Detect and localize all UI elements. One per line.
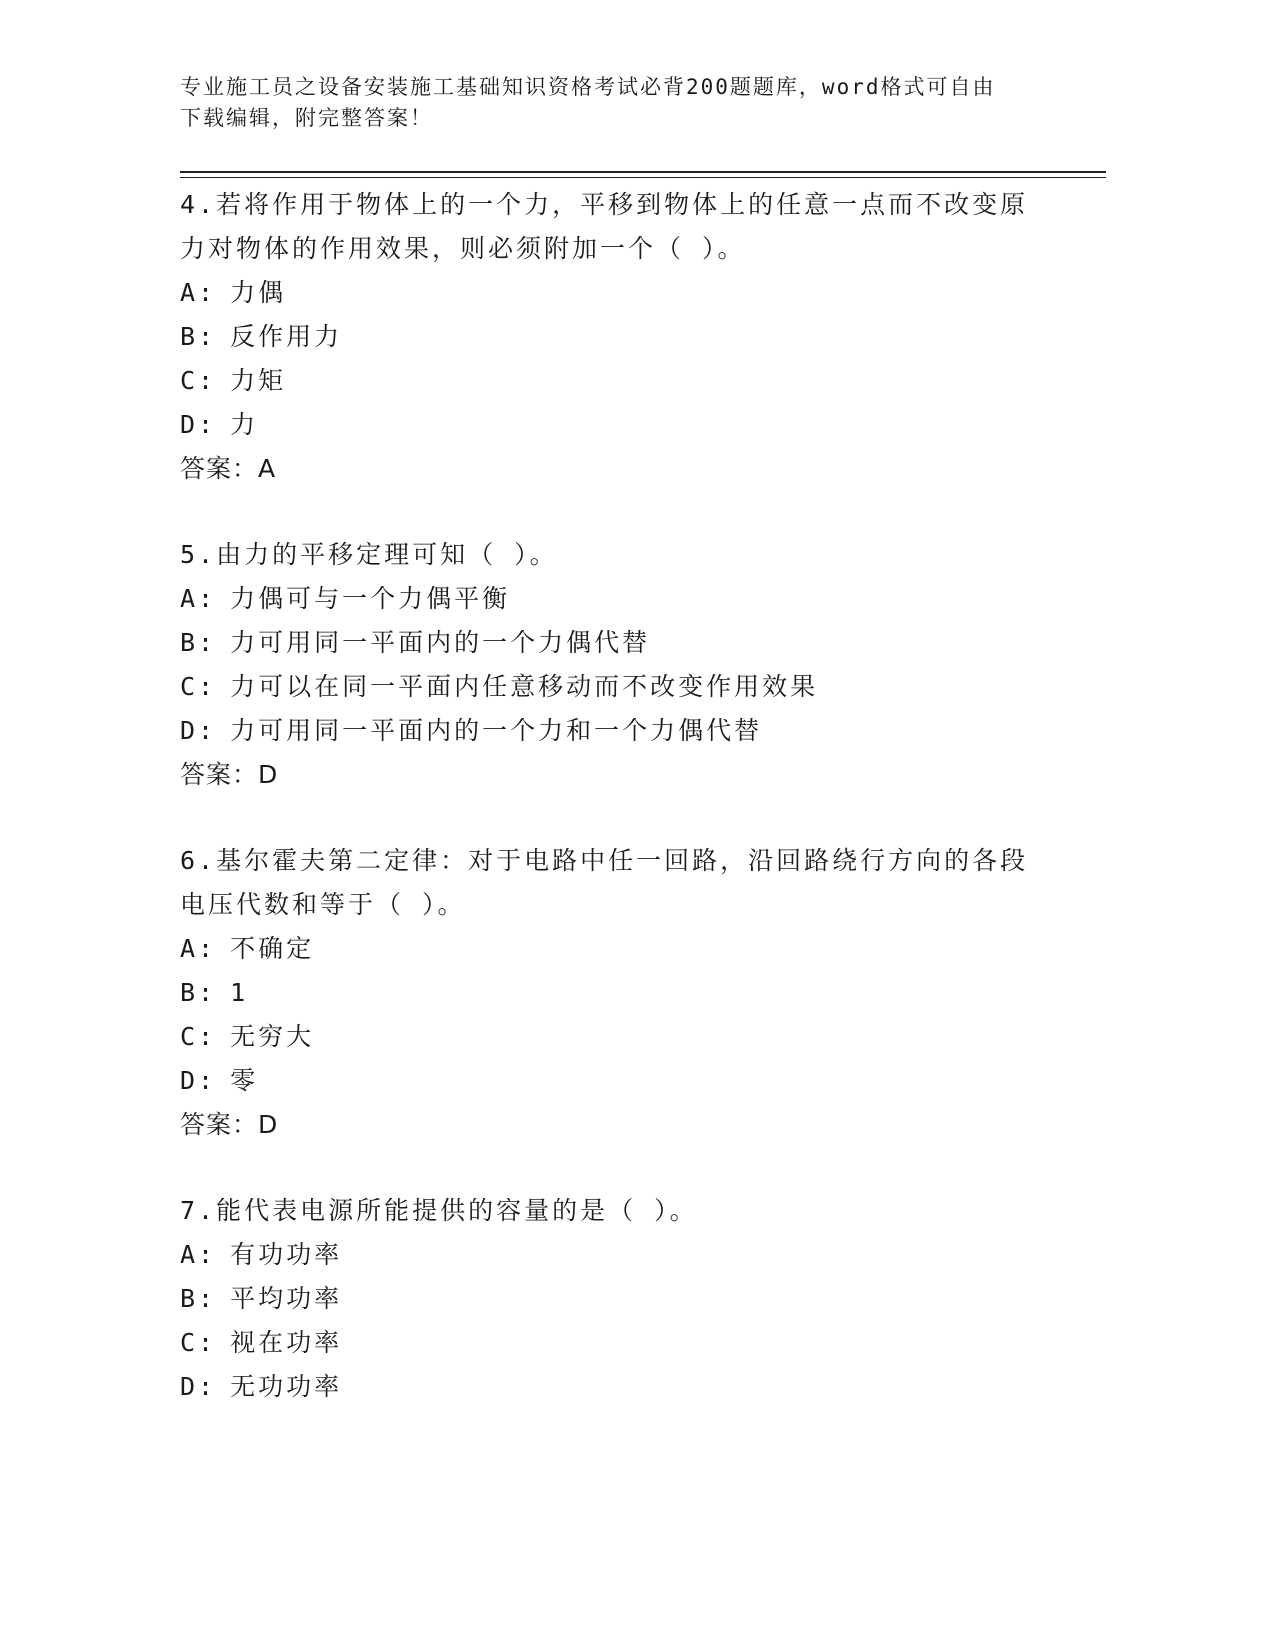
option-d xyxy=(180,709,1040,753)
answer-line: 答案：A xyxy=(180,454,277,483)
option-letter: B: xyxy=(180,628,217,657)
question-stem: 5.由力的平移定理可知（ ）。 xyxy=(180,540,558,569)
option-a xyxy=(180,1233,1040,1277)
option-text: 有功功率 xyxy=(230,1240,343,1269)
option-text: 力可以在同一平面内任意移动而不改变作用效果 xyxy=(230,672,819,701)
option-text: 力可用同一平面内的一个力和一个力偶代替 xyxy=(230,716,763,745)
option-text: 视在功率 xyxy=(230,1328,343,1357)
option-c xyxy=(180,665,1040,709)
option-letter: B: xyxy=(180,978,217,1007)
header-line-2: 下载编辑，附完整答案！ xyxy=(180,106,433,130)
option-text: 力偶 xyxy=(230,278,287,307)
option-text: 力偶可与一个力偶平衡 xyxy=(230,584,511,613)
header-divider-thin xyxy=(180,177,1106,178)
option-letter: C: xyxy=(180,672,217,701)
header-divider-thick xyxy=(180,171,1106,173)
document-header xyxy=(180,72,1040,134)
option-letter: C: xyxy=(180,366,217,395)
header-line-1: 专业施工员之设备安装施工基础知识资格考试必背200题题库，word格式可自由 xyxy=(180,75,996,99)
option-d xyxy=(180,1059,1040,1103)
option-letter: D: xyxy=(180,716,217,745)
question-stem-continued: 电压代数和等于（ ）。 xyxy=(180,890,466,919)
option-text: 1 xyxy=(230,978,249,1007)
option-b xyxy=(180,621,1040,665)
question-list xyxy=(180,183,1040,1451)
answer-line: 答案：D xyxy=(180,1110,279,1139)
option-d xyxy=(180,1365,1040,1409)
question-stem: 7.能代表电源所能提供的容量的是（ ）。 xyxy=(180,1196,698,1225)
option-text: 力可用同一平面内的一个力偶代替 xyxy=(230,628,651,657)
option-letter: D: xyxy=(180,1372,217,1401)
question-6 xyxy=(180,839,1040,1147)
option-letter: A: xyxy=(180,934,217,963)
question-7 xyxy=(180,1189,1040,1409)
option-a xyxy=(180,927,1040,971)
answer-line: 答案：D xyxy=(180,760,279,789)
question-5 xyxy=(180,533,1040,797)
question-stem-continued: 力对物体的作用效果，则必须附加一个（ ）。 xyxy=(180,234,746,263)
option-text: 无穷大 xyxy=(230,1022,315,1051)
option-b xyxy=(180,315,1040,359)
question-4 xyxy=(180,183,1040,491)
option-c xyxy=(180,1321,1040,1365)
option-letter: A: xyxy=(180,584,217,613)
option-b xyxy=(180,971,1040,1015)
option-text: 力矩 xyxy=(230,366,287,395)
option-c xyxy=(180,359,1040,403)
option-letter: B: xyxy=(180,1284,217,1313)
option-text: 力 xyxy=(230,410,259,439)
option-text: 反作用力 xyxy=(230,322,343,351)
option-letter: A: xyxy=(180,1240,217,1269)
option-a xyxy=(180,577,1040,621)
option-text: 不确定 xyxy=(230,934,315,963)
option-letter: C: xyxy=(180,1022,217,1051)
option-letter: D: xyxy=(180,410,217,439)
option-b xyxy=(180,1277,1040,1321)
option-letter: A: xyxy=(180,278,217,307)
option-letter: B: xyxy=(180,322,217,351)
option-text: 无功功率 xyxy=(230,1372,343,1401)
option-text: 平均功率 xyxy=(230,1284,343,1313)
option-d xyxy=(180,403,1040,447)
question-stem: 6.基尔霍夫第二定律：对于电路中任一回路，沿回路绕行方向的各段 xyxy=(180,846,1029,875)
question-stem: 4.若将作用于物体上的一个力，平移到物体上的任意一点而不改变原 xyxy=(180,190,1029,219)
option-letter: D: xyxy=(180,1066,217,1095)
option-text: 零 xyxy=(230,1066,259,1095)
option-a xyxy=(180,271,1040,315)
option-letter: C: xyxy=(180,1328,217,1357)
option-c xyxy=(180,1015,1040,1059)
